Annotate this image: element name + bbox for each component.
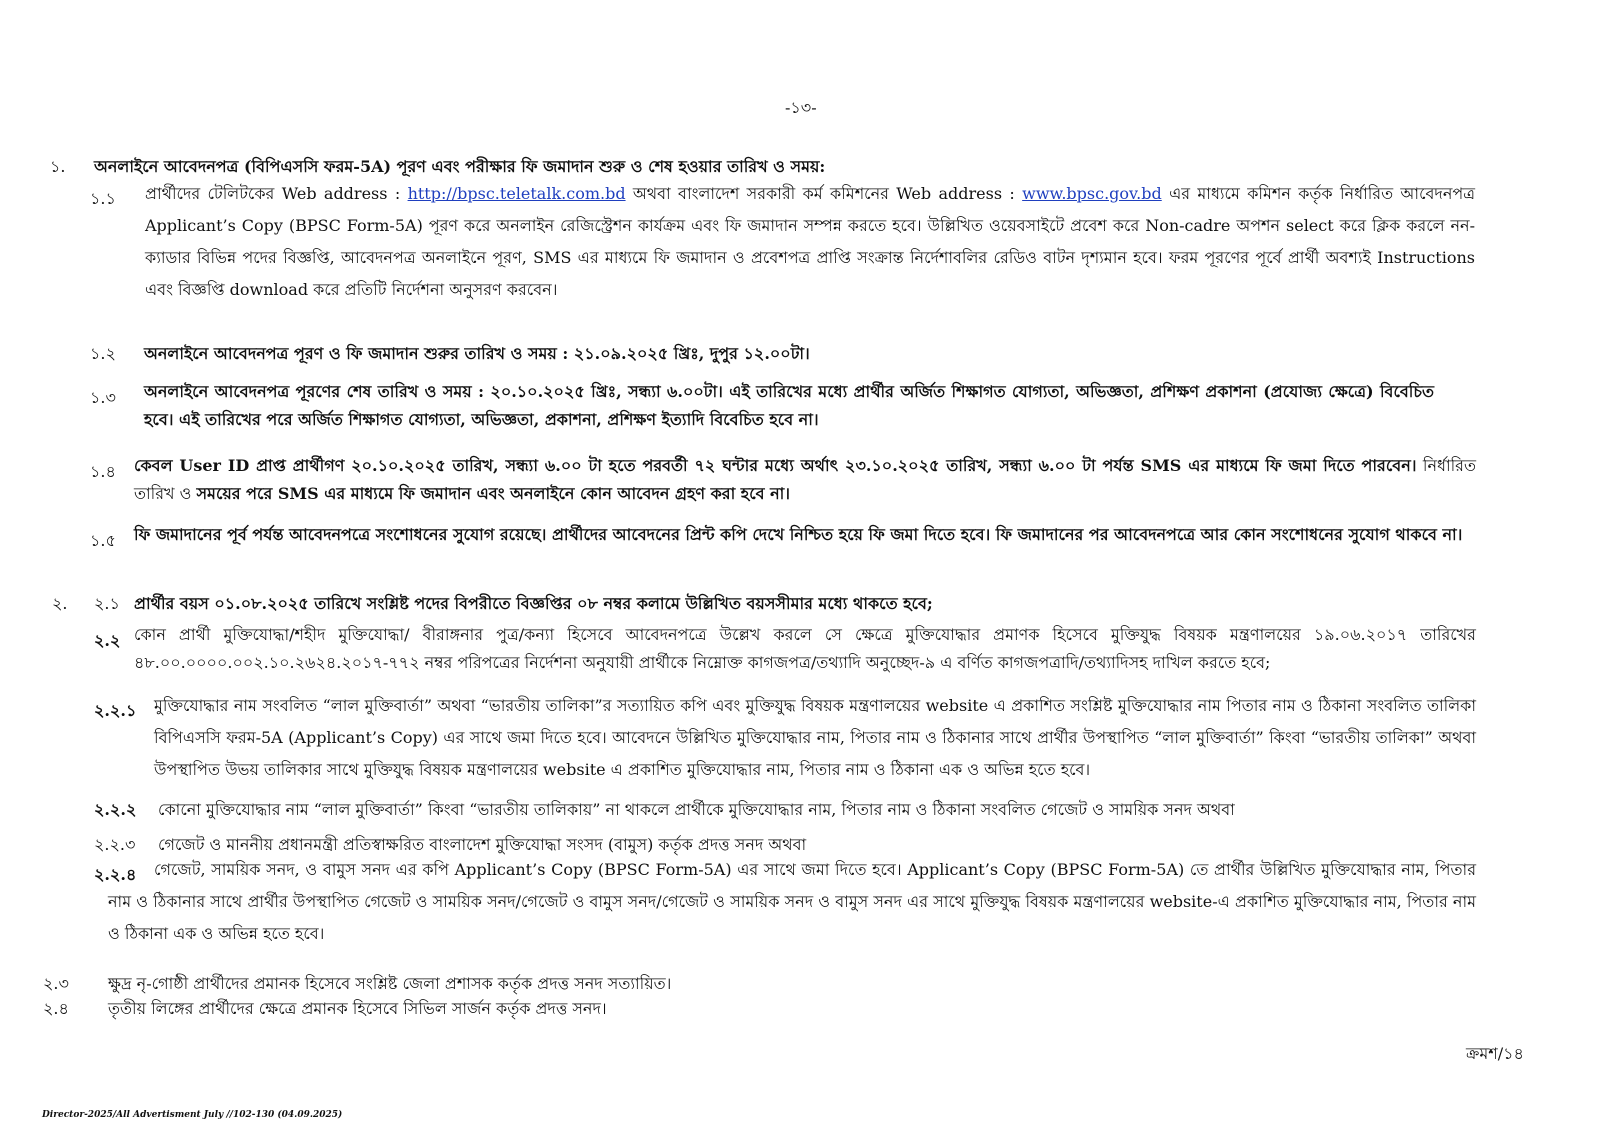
item-2-2-text: কোন প্রার্থী মুক্তিযোদ্ধা/শহীদ মুক্তিযোদ্ধা/ বীরাঙ্গনার পুত্র/কন্যা হিসেবে আবেদনপত্রে উল্লেখ করলে সে ক্ষেত্রে মুক্তিযোদ্ধার প্রমাণক হিসেবে মুক্তিযুদ্ধ বিষয়ক মন্ত্রণালয়ের ১৯.০৬.২০১৭ তারিখের ৪৮.০০.০০০০.০০২.১০.২৬২৪.২০১৭-৭৭২ নম্বর পরিপত্রের নির্দেশনা অনুযায়ী প্রার্থীকে নিম্নোক্ত কাগজপত্র/তথ্যাদি অনুচ্ছেদ-৯ এ বর্ণিত কাগজপত্রাদি/তথ্যাদিসহ দাখিল করতে হবে; [134, 625, 1476, 672]
item-1-3-number: ১.৩ [90, 388, 116, 407]
item-2-4-text: তৃতীয় লিঙ্গের প্রার্থীদের ক্ষেত্রে প্রমানক হিসেবে সিভিল সার্জন কর্তৃক প্রদত্ত সনদ। [108, 999, 607, 1018]
section-1-title: অনলাইনে আবেদনপত্র (বিপিএসসি ফরম-5A) পূরণ এবং পরীক্ষার ফি জমাদান শুরু ও শেষ হওয়ার তারিখ ও সময়: [94, 157, 826, 176]
item-1-5-number: ১.৫ [90, 531, 116, 550]
item-1-1-text [145, 178, 1475, 306]
item-1-2-text: অনলাইনে আবেদনপত্র পূরণ ও ফি জমাদান শুরুর তারিখ ও সময় : ২১.০৯.২০২৫ খ্রিঃ, দুপুর ১২.০০টা। [144, 344, 810, 363]
continued-marker: ক্রমশ/১৪ [1466, 1044, 1524, 1063]
item-2-1-text: প্রার্থীর বয়স ০১.০৮.২০২৫ তারিখে সংশ্লিষ্ট পদের বিপরীতে বিজ্ঞপ্তির ০৮ নম্বর কলামে উল্লিখিত বয়সসীমার মধ্যে থাকতে হবে; [134, 594, 933, 613]
item-1-4-bold: কেবল User ID প্রাপ্ত প্রার্থীগণ ২০.১০.২০২৫ তারিখ, সন্ধ্যা ৬.০০ টা হতে পরবর্তী ৭২ ঘন্টার মধ্যে অর্থাৎ ২৩.১০.২০২৫ তারিখ, সন্ধ্যা ৬.০০ টা পর্যন্ত SMS এর মাধ্যমে ফি জমা দিতে পারবেন। [134, 456, 1417, 475]
item-1-1-number: ১.১ [90, 189, 116, 208]
page-number: -১৩- [785, 98, 817, 117]
item-2-2-4-number: ২.২.৪ [94, 865, 137, 884]
item-1-4-text [134, 452, 1476, 508]
item-1-1-part3: এর মাধ্যমে কমিশন কর্তৃক নির্ধারিত আবেদনপত্র Applicant’s Copy (BPSC Form-5A) পূরণ করে অনলাইন রেজিস্ট্রেশন কার্যক্রম এবং ফি জমাদান সম্পন্ন করতে হবে। উল্লিখিত ওয়েবসাইটে প্রবেশ করে Non-cadre অপশন select করে ক্লিক করলে নন-ক্যাডার বিভিন্ন পদের বিজ্ঞপ্তি, আবেদনপত্র অনলাইনে পূরণ, SMS এর মাধ্যমে ফি জমাদান ও প্রবেশপত্র প্রাপ্তি সংক্রান্ত নির্দেশাবলির রেডিও বাটন দৃশ্যমান হবে। ফরম পূরণের পূর্বে প্রার্থী অবশ্যই Instructions এবং বিজ্ঞপ্তি download করে প্রতিটি নির্দেশনা অনুসরণ করবেন। [145, 184, 1476, 299]
item-1-5-text: ফি জমাদানের পূর্ব পর্যন্ত আবেদনপত্রে সংশোধনের সুযোগ রয়েছে। প্রার্থীদের আবেদনের প্রিন্ট কপি দেখে নিশ্চিত হয়ে ফি জমা দিতে হবে। ফি জমাদানের পর আবেদনপত্রে আর কোন সংশোধনের সুযোগ থাকবে না। [134, 525, 1463, 544]
item-1-3-text: অনলাইনে আবেদনপত্র পূরণের শেষ তারিখ ও সময় : ২০.১০.২০২৫ খ্রিঃ, সন্ধ্যা ৬.০০টা। এই তারিখের মধ্যে প্রার্থীর অর্জিত শিক্ষাগত যোগ্যতা, অভিজ্ঞতা, প্রশিক্ষণ প্রকাশনা (প্রযোজ্য ক্ষেত্রে) বিবেচিত হবে। এই তারিখের পরে অর্জিত শিক্ষাগত যোগ্যতা, অভিজ্ঞতা, প্রকাশনা, প্রশিক্ষণ ইত্যাদি বিবেচিত হবে না। [144, 382, 1434, 429]
item-1-4-bold2: সময়ের পরে SMS এর মাধ্যমে ফি জমাদান এবং অনলাইনে কোন আবেদন গ্রহণ করা হবে না। [196, 484, 791, 503]
item-1-1-part2: অথবা বাংলাদেশ সরকারী কর্ম কমিশনের Web address : [625, 184, 1023, 203]
item-2-2-2-text: কোনো মুক্তিযোদ্ধার নাম “লাল মুক্তিবার্তা” কিংবা “ভারতীয় তালিকায়” না থাকলে প্রার্থীকে মুক্তিযোদ্ধার নাম, পিতার নাম ও ঠিকানা সংবলিত গেজেট ও সাময়িক সনদ অথবা [158, 800, 1235, 819]
item-2-4-number: ২.৪ [43, 999, 69, 1018]
item-2-2-3-text: গেজেট ও মাননীয় প্রধানমন্ত্রী প্রতিস্বাক্ষরিত বাংলাদেশ মুক্তিযোদ্ধা সংসদ (বামুস) কর্তৃক প্রদত্ত সনদ অথবা [158, 835, 807, 854]
footer-reference: Director-2025/All Advertisment July //102-130 (04.09.2025) [42, 1110, 343, 1120]
item-2-2-2-number: ২.২.২ [94, 800, 137, 819]
item-2-2-1-number: ২.২.১ [94, 701, 137, 720]
item-1-1-part1: প্রার্থীদের টেলিটকের Web address : [145, 184, 408, 203]
item-2-2-number: ২.২ [94, 631, 121, 650]
item-2-1-number: ২.১ [94, 594, 120, 613]
section-1-number: ১. [50, 157, 66, 176]
item-2-3-number: ২.৩ [43, 974, 69, 993]
teletalk-link[interactable]: http://bpsc.teletalk.com.bd [407, 184, 626, 203]
item-2-2-3-number: ২.২.৩ [94, 835, 136, 854]
item-2-2-4-text: গেজেট, সাময়িক সনদ, ও বামুস সনদ এর কপি Applicant’s Copy (BPSC Form-5A) এর সাথে জমা দিতে হবে। Applicant’s Copy (BPSC Form-5A) তে প্রার্থীর উল্লিখিত মুক্তিযোদ্ধার নাম, পিতার নাম ও ঠিকানার সাথে প্রার্থীর উপস্থাপিত গেজেট ও সাময়িক সনদ/গেজেট ও বামুস সনদ/গেজেট ও সাময়িক সনদ ও বামুস সনদ এর সাথে মুক্তিযুদ্ধ বিষয়ক মন্ত্রণালয়ের website-এ প্রকাশিত মুক্তিযোদ্ধার নাম, পিতার নাম ও ঠিকানা এক ও অভিন্ন হতে হবে। [108, 860, 1476, 943]
item-1-4-normal: নির্ধারিত তারিখ ও [134, 456, 1476, 503]
bpsc-link[interactable]: www.bpsc.gov.bd [1022, 184, 1162, 203]
section-2-number: ২. [52, 594, 68, 613]
item-2-2-1-text: মুক্তিযোদ্ধার নাম সংবলিত “লাল মুক্তিবার্তা” অথবা “ভারতীয় তালিকা”র সত্যায়িত কপি এবং মুক্তিযুদ্ধ বিষয়ক মন্ত্রণালয়ের website এ প্রকাশিত সংশ্লিষ্ট মুক্তিযোদ্ধার নাম পিতার নাম ও ঠিকানা সংবলিত তালিকা বিপিএসসি ফরম-5A (Applicant’s Copy) এর সাথে জমা দিতে হবে। আবেদনে উল্লিখিত মুক্তিযোদ্ধার নাম, পিতার নাম ও ঠিকানার সাথে প্রার্থীর উপস্থাপিত “লাল মুক্তিবার্তা” কিংবা “ভারতীয় তালিকা” অথবা উপস্থাপিত উভয় তালিকার সাথে মুক্তিযুদ্ধ বিষয়ক মন্ত্রণালয়ের website এ প্রকাশিত মুক্তিযোদ্ধার নাম, পিতার নাম ও ঠিকানা এক ও অভিন্ন হতে হবে। [154, 696, 1476, 779]
item-1-2-number: ১.২ [90, 344, 116, 363]
item-2-3-text: ক্ষুদ্র নৃ-গোষ্ঠী প্রার্থীদের প্রমানক হিসেবে সংশ্লিষ্ট জেলা প্রশাসক কর্তৃক প্রদত্ত সনদ সত্যায়িত। [108, 974, 672, 993]
item-1-4-number: ১.৪ [90, 462, 116, 481]
